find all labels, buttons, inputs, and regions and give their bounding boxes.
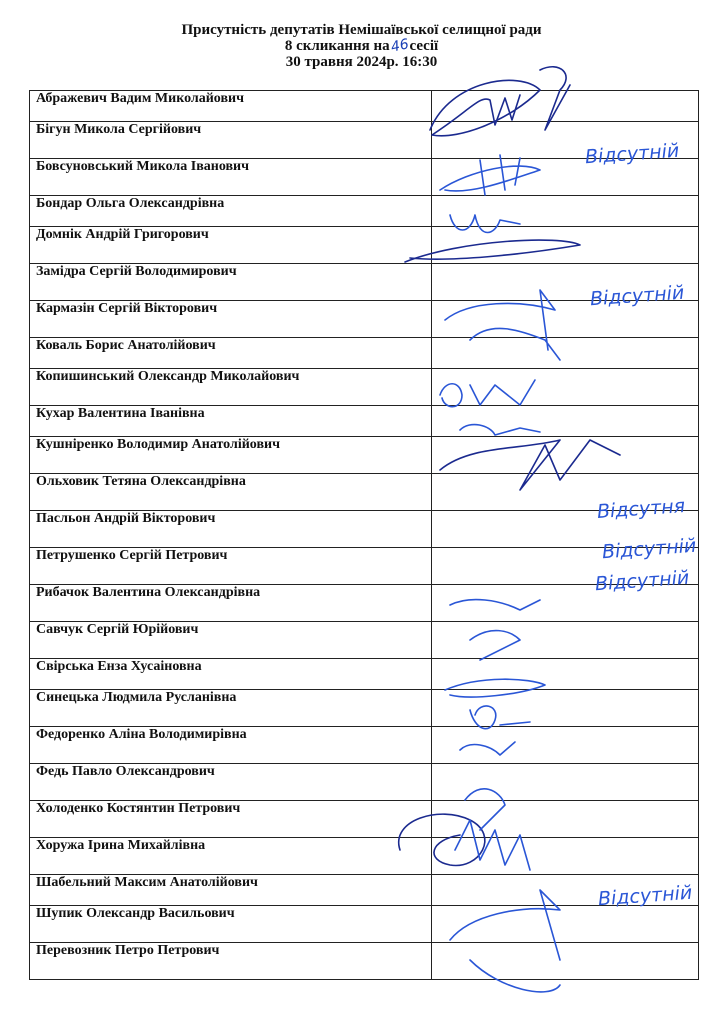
deputy-name: Синецька Людмила Русланівна	[30, 690, 432, 727]
signature-cell	[432, 91, 699, 122]
deputy-name: Бігун Микола Сергійович	[30, 122, 432, 159]
header-session-text: сесії	[409, 38, 439, 54]
table-row	[30, 838, 699, 875]
signature-cell	[432, 764, 699, 801]
table-row	[30, 437, 699, 474]
table-row	[30, 801, 699, 838]
table-row	[30, 91, 699, 122]
table-row	[30, 406, 699, 437]
table-row	[30, 227, 699, 264]
deputy-name: Шупик Олександр Васильович	[30, 906, 432, 943]
table-row	[30, 906, 699, 943]
signature-cell	[432, 690, 699, 727]
deputy-name: Абражевич Вадим Миколайович	[30, 91, 432, 122]
header-convocation-text: 8 скликання на	[284, 38, 390, 54]
table-row	[30, 622, 699, 659]
table-row	[30, 196, 699, 227]
signature-cell	[432, 338, 699, 369]
table-row	[30, 764, 699, 801]
signature-cell	[432, 906, 699, 943]
deputy-name: Коваль Борис Анатолійович	[30, 338, 432, 369]
absent-note: Відсутній	[594, 566, 690, 596]
signature-cell	[432, 801, 699, 838]
deputy-name: Копишинський Олександр Миколайович	[30, 369, 432, 406]
deputy-name: Шабельний Максим Анатолійович	[30, 875, 432, 906]
deputy-name: Кушніренко Володимир Анатолійович	[30, 437, 432, 474]
signature-cell	[432, 943, 699, 980]
deputy-name: Кармазін Сергій Вікторович	[30, 301, 432, 338]
deputy-name: Бондар Ольга Олександрівна	[30, 196, 432, 227]
table-row	[30, 727, 699, 764]
deputy-name: Холоденко Костянтин Петрович	[30, 801, 432, 838]
header-title: Присутність депутатів Немішаївської селищної ради	[181, 22, 542, 38]
deputy-name: Свірська Енза Хусаіновна	[30, 659, 432, 690]
deputy-name: Савчук Сергій Юрійович	[30, 622, 432, 659]
absent-note: Відсутній	[584, 139, 680, 169]
deputy-name: Перевозник Петро Петрович	[30, 943, 432, 980]
absent-note: Відсутній	[601, 534, 697, 564]
session-number-handwritten: 46	[389, 36, 410, 56]
table-row	[30, 369, 699, 406]
deputy-name: Федоренко Аліна Володимирівна	[30, 727, 432, 764]
deputy-name: Федь Павло Олександрович	[30, 764, 432, 801]
deputy-name: Рибачок Валентина Олександрівна	[30, 585, 432, 622]
signature-cell	[432, 622, 699, 659]
absent-note: Відсутній	[597, 881, 693, 911]
table-row	[30, 690, 699, 727]
signature-cell	[432, 659, 699, 690]
table-row	[30, 338, 699, 369]
signature-cell	[432, 406, 699, 437]
signature-cell	[432, 159, 699, 196]
table-row	[30, 659, 699, 690]
deputy-name: Пасльон Андрій Вікторович	[30, 511, 432, 548]
signature-cell	[432, 838, 699, 875]
signature-cell	[432, 369, 699, 406]
signature-cell	[432, 727, 699, 764]
table-row	[30, 943, 699, 980]
header-convocation	[0, 38, 723, 54]
signature-cell	[432, 301, 699, 338]
document-header	[0, 22, 723, 70]
deputy-name: Бовсуновський Микола Іванович	[30, 159, 432, 196]
signature-cell	[432, 227, 699, 264]
signature-cell	[432, 196, 699, 227]
deputy-name: Замідра Сергій Володимирович	[30, 264, 432, 301]
deputy-name: Кухар Валентина Іванівна	[30, 406, 432, 437]
deputy-name: Ольховик Тетяна Олександрівна	[30, 474, 432, 511]
header-date: 30 травня 2024р. 16:30	[285, 54, 438, 70]
deputy-name: Хоружа Ірина Михайлівна	[30, 838, 432, 875]
absent-note: Відсутня	[596, 494, 686, 524]
signature-cell	[432, 437, 699, 474]
absent-note: Відсутній	[589, 281, 685, 311]
attendance-table	[29, 90, 699, 980]
deputy-name: Петрушенко Сергій Петрович	[30, 548, 432, 585]
deputy-name: Домнік Андрій Григорович	[30, 227, 432, 264]
